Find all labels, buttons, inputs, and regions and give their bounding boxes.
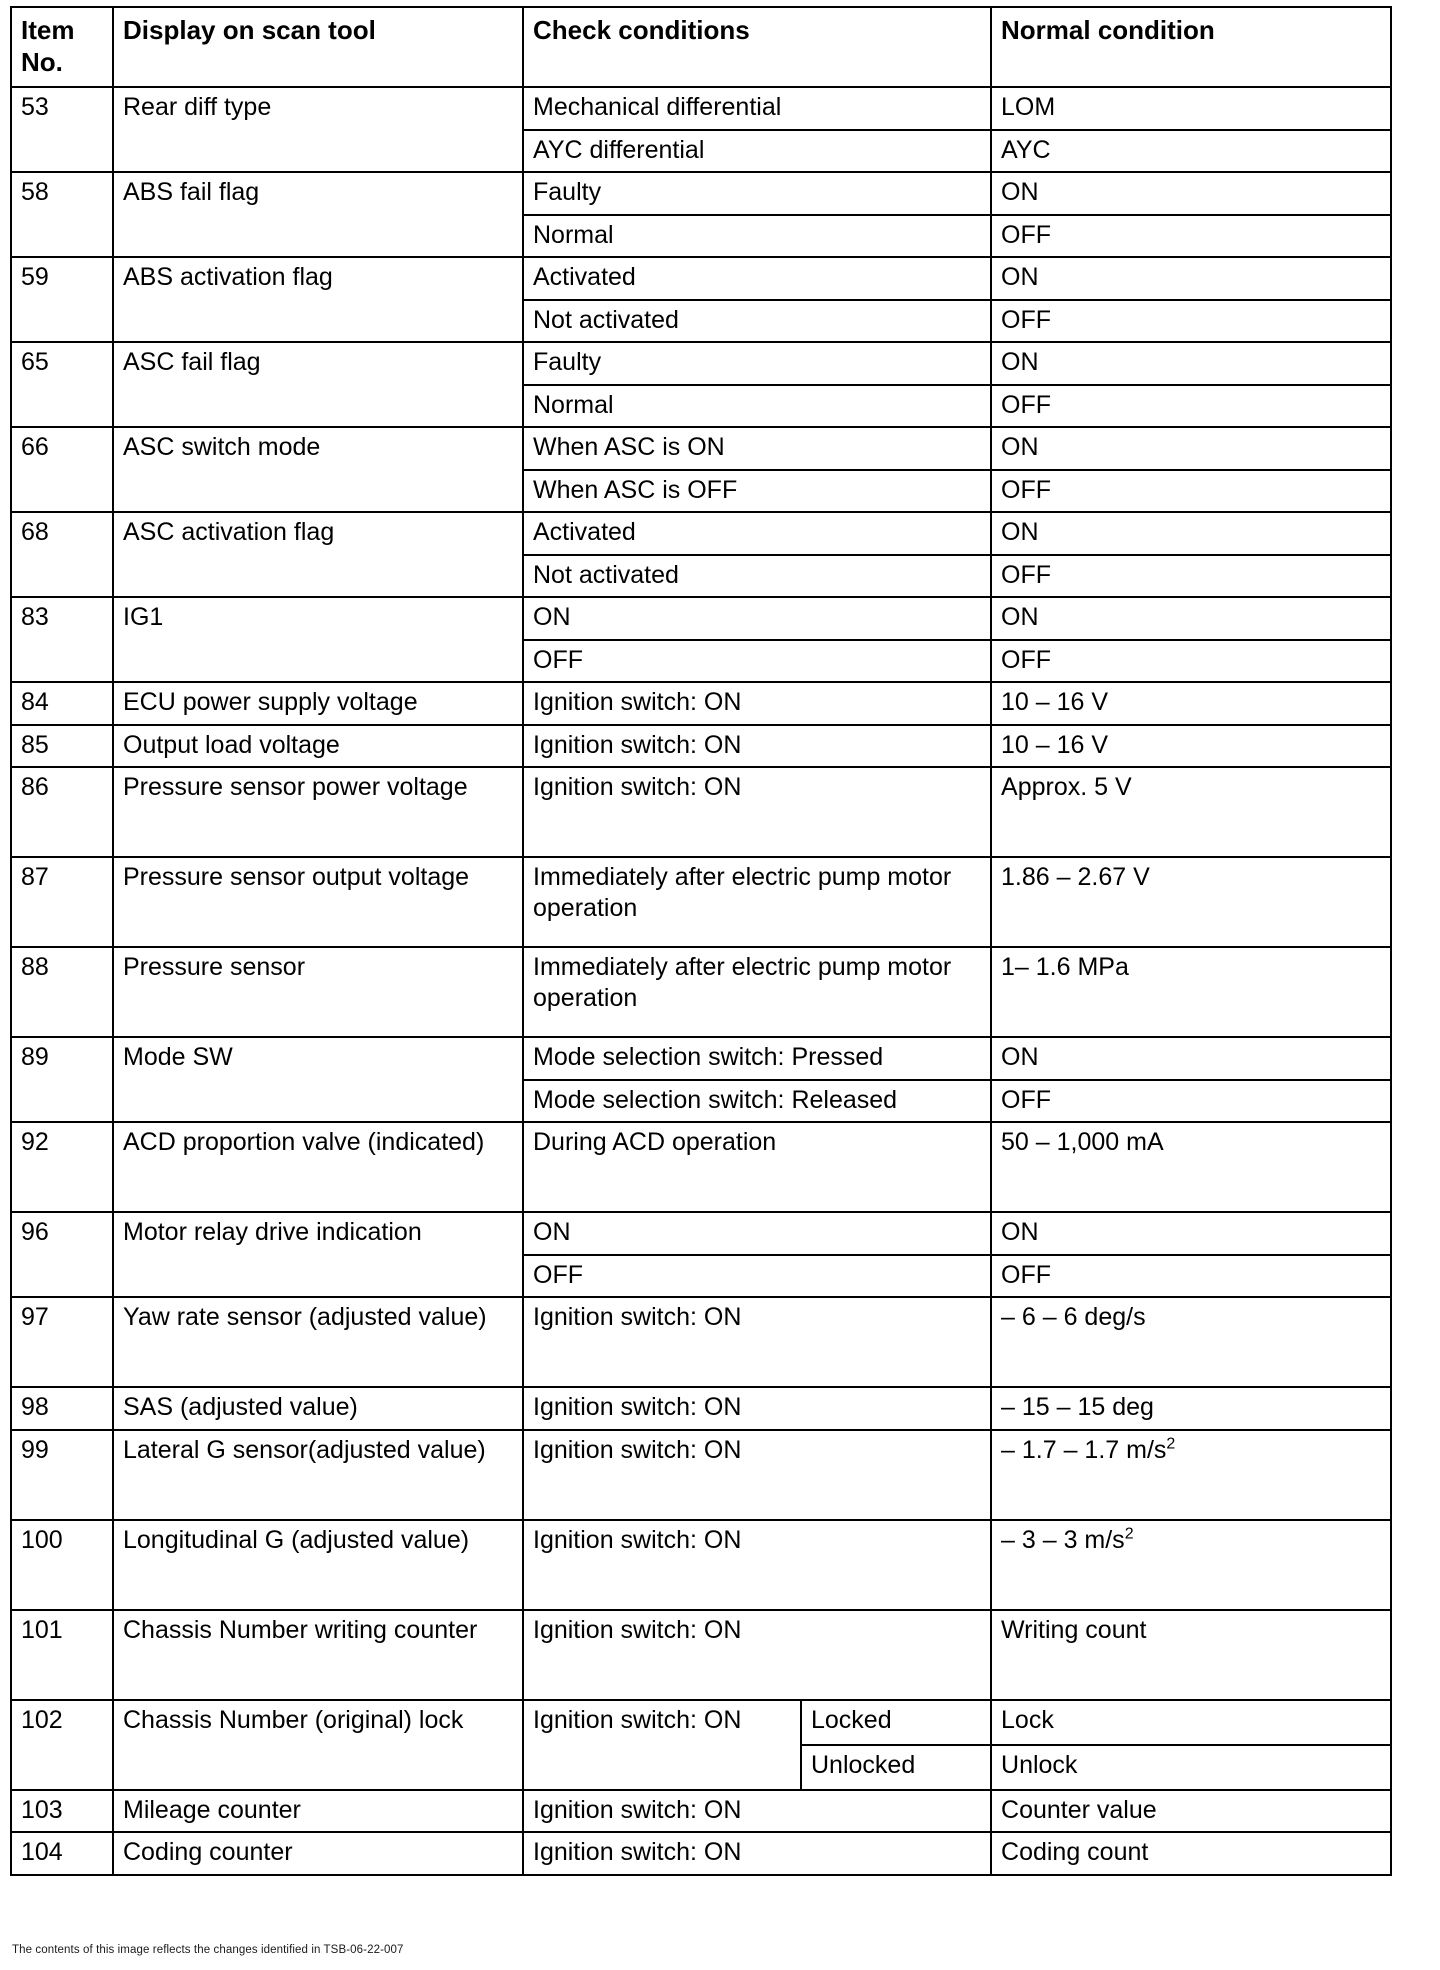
cell-item-no: 65 [11, 342, 113, 427]
cell-item-no: 88 [11, 947, 113, 1037]
table-row [11, 1037, 1391, 1080]
cell-check-condition: ON [523, 597, 991, 640]
cell-display-on-scan-tool: Rear diff type [113, 87, 523, 172]
cell-normal-condition: OFF [991, 640, 1391, 683]
cell-normal-condition: – 3 – 3 $m/s^2$ [991, 1520, 1391, 1610]
cell-check-condition: Ignition switch: ON [523, 1430, 991, 1520]
cell-check-condition: Mode selection switch: Pressed [523, 1037, 991, 1080]
table-row [11, 1212, 1391, 1255]
cell-check-condition: When ASC is ON [523, 427, 991, 470]
table-row [11, 767, 1391, 857]
cell-item-no: 87 [11, 857, 113, 947]
column-header-check-conditions: Check conditions [523, 7, 991, 87]
cell-normal-condition: LOM [991, 87, 1391, 130]
table-header-row [11, 7, 1391, 87]
cell-check-condition: During ACD operation [523, 1122, 991, 1212]
cell-item-no: 104 [11, 1832, 113, 1875]
cell-normal-condition: Unlock [991, 1745, 1391, 1790]
cell-normal-condition: ON [991, 597, 1391, 640]
cell-display-on-scan-tool: Longitudinal G (adjusted value) [113, 1520, 523, 1610]
cell-normal-condition: OFF [991, 215, 1391, 258]
cell-normal-condition: ON [991, 427, 1391, 470]
cell-check-condition: Ignition switch: ON [523, 1387, 991, 1430]
table-row [11, 1700, 1391, 1745]
cell-check-condition: Ignition switch: ON [523, 1610, 991, 1700]
cell-normal-condition: – 6 – 6 deg/s [991, 1297, 1391, 1387]
table-row [11, 947, 1391, 1037]
cell-check-condition: ON [523, 1212, 991, 1255]
cell-normal-condition: OFF [991, 470, 1391, 513]
column-header-display-on-scan-tool: Display on scan tool [113, 7, 523, 87]
cell-normal-condition: ON [991, 342, 1391, 385]
cell-normal-condition: 1.86 – 2.67 V [991, 857, 1391, 947]
spec-table-sheet [10, 6, 1406, 1876]
cell-display-on-scan-tool: Mode SW [113, 1037, 523, 1122]
cell-normal-condition: ON [991, 1037, 1391, 1080]
cell-display-on-scan-tool: Motor relay drive indication [113, 1212, 523, 1297]
cell-item-no: 102 [11, 1700, 113, 1790]
cell-normal-condition: 50 – 1,000 mA [991, 1122, 1391, 1212]
cell-check-condition: Ignition switch: ON [523, 1790, 991, 1833]
table-row [11, 257, 1391, 300]
cell-normal-condition: 10 – 16 V [991, 682, 1391, 725]
table-row [11, 172, 1391, 215]
cell-normal-condition: – 15 – 15 deg [991, 1387, 1391, 1430]
cell-item-no: 103 [11, 1790, 113, 1833]
cell-normal-condition: Approx. 5 V [991, 767, 1391, 857]
table-row [11, 1430, 1391, 1520]
cell-normal-condition: OFF [991, 1080, 1391, 1123]
table-row [11, 725, 1391, 768]
cell-item-no: 99 [11, 1430, 113, 1520]
cell-check-condition: OFF [523, 640, 991, 683]
cell-check-condition: Not activated [523, 300, 991, 343]
cell-item-no: 98 [11, 1387, 113, 1430]
cell-normal-condition: ON [991, 172, 1391, 215]
table-header [11, 7, 1391, 87]
table-row [11, 427, 1391, 470]
cell-item-no: 96 [11, 1212, 113, 1297]
cell-normal-condition: OFF [991, 555, 1391, 598]
column-header-item-no [11, 7, 113, 87]
cell-check-condition-detail: Locked [801, 1700, 991, 1745]
diagnostic-items-table [10, 6, 1392, 1876]
column-header-item-no-line2: No. [21, 46, 63, 77]
cell-normal-condition-exponent: 2 [1166, 1435, 1176, 1453]
cell-check-condition: Faulty [523, 172, 991, 215]
cell-display-on-scan-tool: Chassis Number (original) lock [113, 1700, 523, 1790]
cell-normal-condition-exponent: 2 [1124, 1525, 1134, 1543]
cell-item-no: 53 [11, 87, 113, 172]
cell-display-on-scan-tool: Yaw rate sensor (adjusted value) [113, 1297, 523, 1387]
cell-normal-condition: ON [991, 1212, 1391, 1255]
cell-check-condition: Ignition switch: ON [523, 1832, 991, 1875]
table-row [11, 682, 1391, 725]
cell-normal-condition: Lock [991, 1700, 1391, 1745]
footnote: The contents of this image reflects the changes identified in TSB-06-22-007 [12, 1944, 404, 1956]
cell-item-no: 59 [11, 257, 113, 342]
cell-check-condition: Ignition switch: ON [523, 1297, 991, 1387]
table-row [11, 87, 1391, 130]
cell-item-no: 68 [11, 512, 113, 597]
cell-display-on-scan-tool: Output load voltage [113, 725, 523, 768]
cell-check-condition: AYC differential [523, 130, 991, 173]
cell-item-no: 84 [11, 682, 113, 725]
table-row [11, 512, 1391, 555]
cell-check-condition: Ignition switch: ON [523, 767, 991, 857]
cell-item-no: 100 [11, 1520, 113, 1610]
cell-item-no: 58 [11, 172, 113, 257]
cell-check-condition: Immediately after electric pump motor operation [523, 857, 991, 947]
cell-check-condition: Not activated [523, 555, 991, 598]
cell-check-condition: Ignition switch: ON [523, 1520, 991, 1610]
table-row [11, 342, 1391, 385]
cell-normal-condition: 10 – 16 V [991, 725, 1391, 768]
cell-item-no: 97 [11, 1297, 113, 1387]
cell-check-condition: Ignition switch: ON [523, 1700, 801, 1790]
table-body [11, 87, 1391, 1875]
table-row [11, 1790, 1391, 1833]
cell-check-condition: Mode selection switch: Released [523, 1080, 991, 1123]
cell-normal-condition: Writing count [991, 1610, 1391, 1700]
table-row [11, 1610, 1391, 1700]
cell-normal-condition: OFF [991, 300, 1391, 343]
cell-normal-condition: – 1.7 – 1.7 $m/s^2$ [991, 1430, 1391, 1520]
cell-display-on-scan-tool: Pressure sensor [113, 947, 523, 1037]
cell-check-condition-detail: Unlocked [801, 1745, 991, 1790]
cell-normal-condition: Coding count [991, 1832, 1391, 1875]
cell-display-on-scan-tool: Pressure sensor output voltage [113, 857, 523, 947]
cell-normal-condition: 1– 1.6 MPa [991, 947, 1391, 1037]
cell-display-on-scan-tool: ABS activation flag [113, 257, 523, 342]
table-row [11, 1122, 1391, 1212]
cell-check-condition: When ASC is OFF [523, 470, 991, 513]
cell-item-no: 86 [11, 767, 113, 857]
table-row [11, 1832, 1391, 1875]
column-header-normal-condition: Normal condition [991, 7, 1391, 87]
cell-check-condition: Faulty [523, 342, 991, 385]
cell-display-on-scan-tool: ASC activation flag [113, 512, 523, 597]
cell-display-on-scan-tool: ACD proportion valve (indicated) [113, 1122, 523, 1212]
cell-check-condition: OFF [523, 1255, 991, 1298]
table-row [11, 597, 1391, 640]
cell-normal-condition: Counter value [991, 1790, 1391, 1833]
table-row [11, 1387, 1391, 1430]
cell-check-condition: Ignition switch: ON [523, 725, 991, 768]
cell-item-no: 85 [11, 725, 113, 768]
cell-item-no: 83 [11, 597, 113, 682]
cell-check-condition: Normal [523, 385, 991, 428]
column-header-item-no-line1: Item [21, 15, 75, 45]
cell-item-no: 66 [11, 427, 113, 512]
cell-display-on-scan-tool: Pressure sensor power voltage [113, 767, 523, 857]
cell-display-on-scan-tool: Lateral G sensor(adjusted value) [113, 1430, 523, 1520]
cell-normal-condition: OFF [991, 385, 1391, 428]
cell-display-on-scan-tool: Coding counter [113, 1832, 523, 1875]
cell-item-no: 89 [11, 1037, 113, 1122]
table-row [11, 1297, 1391, 1387]
cell-normal-condition: ON [991, 257, 1391, 300]
cell-check-condition: Immediately after electric pump motor operation [523, 947, 991, 1037]
cell-check-condition: Ignition switch: ON [523, 682, 991, 725]
cell-item-no: 101 [11, 1610, 113, 1700]
cell-normal-condition: ON [991, 512, 1391, 555]
cell-check-condition: Activated [523, 512, 991, 555]
cell-display-on-scan-tool: Chassis Number writing counter [113, 1610, 523, 1700]
cell-check-condition: Normal [523, 215, 991, 258]
cell-check-condition: Activated [523, 257, 991, 300]
cell-display-on-scan-tool: ABS fail flag [113, 172, 523, 257]
cell-display-on-scan-tool: Mileage counter [113, 1790, 523, 1833]
cell-display-on-scan-tool: IG1 [113, 597, 523, 682]
cell-display-on-scan-tool: ASC switch mode [113, 427, 523, 512]
table-row [11, 857, 1391, 947]
cell-check-condition: Mechanical differential [523, 87, 991, 130]
cell-display-on-scan-tool: SAS (adjusted value) [113, 1387, 523, 1430]
cell-normal-condition: AYC [991, 130, 1391, 173]
cell-display-on-scan-tool: ECU power supply voltage [113, 682, 523, 725]
cell-item-no: 92 [11, 1122, 113, 1212]
cell-display-on-scan-tool: ASC fail flag [113, 342, 523, 427]
cell-normal-condition: OFF [991, 1255, 1391, 1298]
table-row [11, 1520, 1391, 1610]
